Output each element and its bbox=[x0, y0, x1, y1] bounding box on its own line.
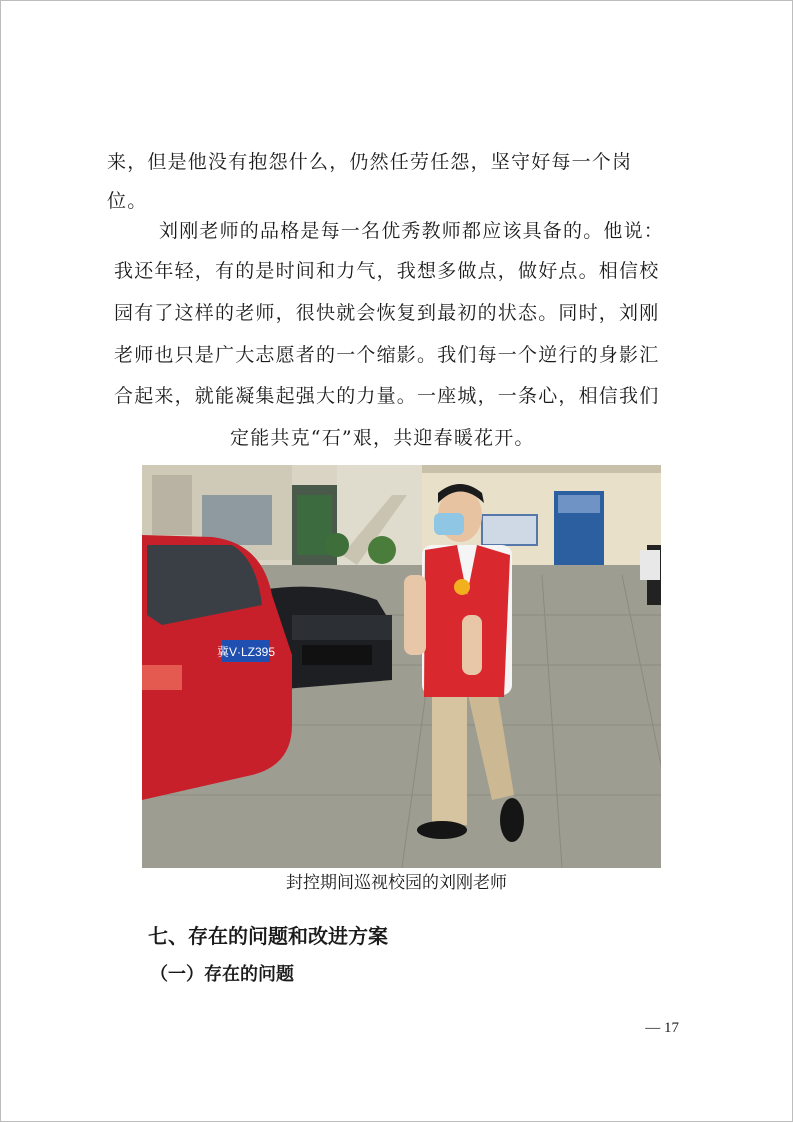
page-number: — 17 bbox=[645, 1020, 679, 1036]
campus-patrol-photo bbox=[142, 465, 661, 868]
paragraph-line: 定能共克“石”艰，共迎春暖花开。 bbox=[230, 427, 535, 449]
section-subheading: （一）存在的问题 bbox=[150, 964, 294, 985]
paragraph-line: 来，但是他没有抱怨什么，仍然任劳任怨，坚守好每一个岗 bbox=[107, 151, 633, 173]
paragraph-line: 我还年轻，有的是时间和力气，我想多做点，做好点。相信校 bbox=[114, 260, 660, 282]
photo-illustration bbox=[142, 465, 661, 868]
paragraph-line: 刘刚老师的品格是每一名优秀教师都应该具备的。他说： bbox=[159, 220, 665, 242]
section-heading: 七、存在的问题和改进方案 bbox=[148, 924, 388, 948]
figure-caption: 封控期间巡视校园的刘刚老师 bbox=[286, 873, 507, 893]
paragraph-line: 合起来，就能凝集起强大的力量。一座城，一条心，相信我们 bbox=[114, 385, 660, 407]
paragraph-line: 老师也只是广大志愿者的一个缩影。我们每一个逆行的身影汇 bbox=[114, 344, 660, 366]
paragraph-line: 位。 bbox=[107, 190, 148, 212]
license-plate: 冀V·LZ395 bbox=[216, 645, 276, 659]
paragraph-line: 园有了这样的老师，很快就会恢复到最初的状态。同时，刘刚 bbox=[114, 302, 660, 324]
